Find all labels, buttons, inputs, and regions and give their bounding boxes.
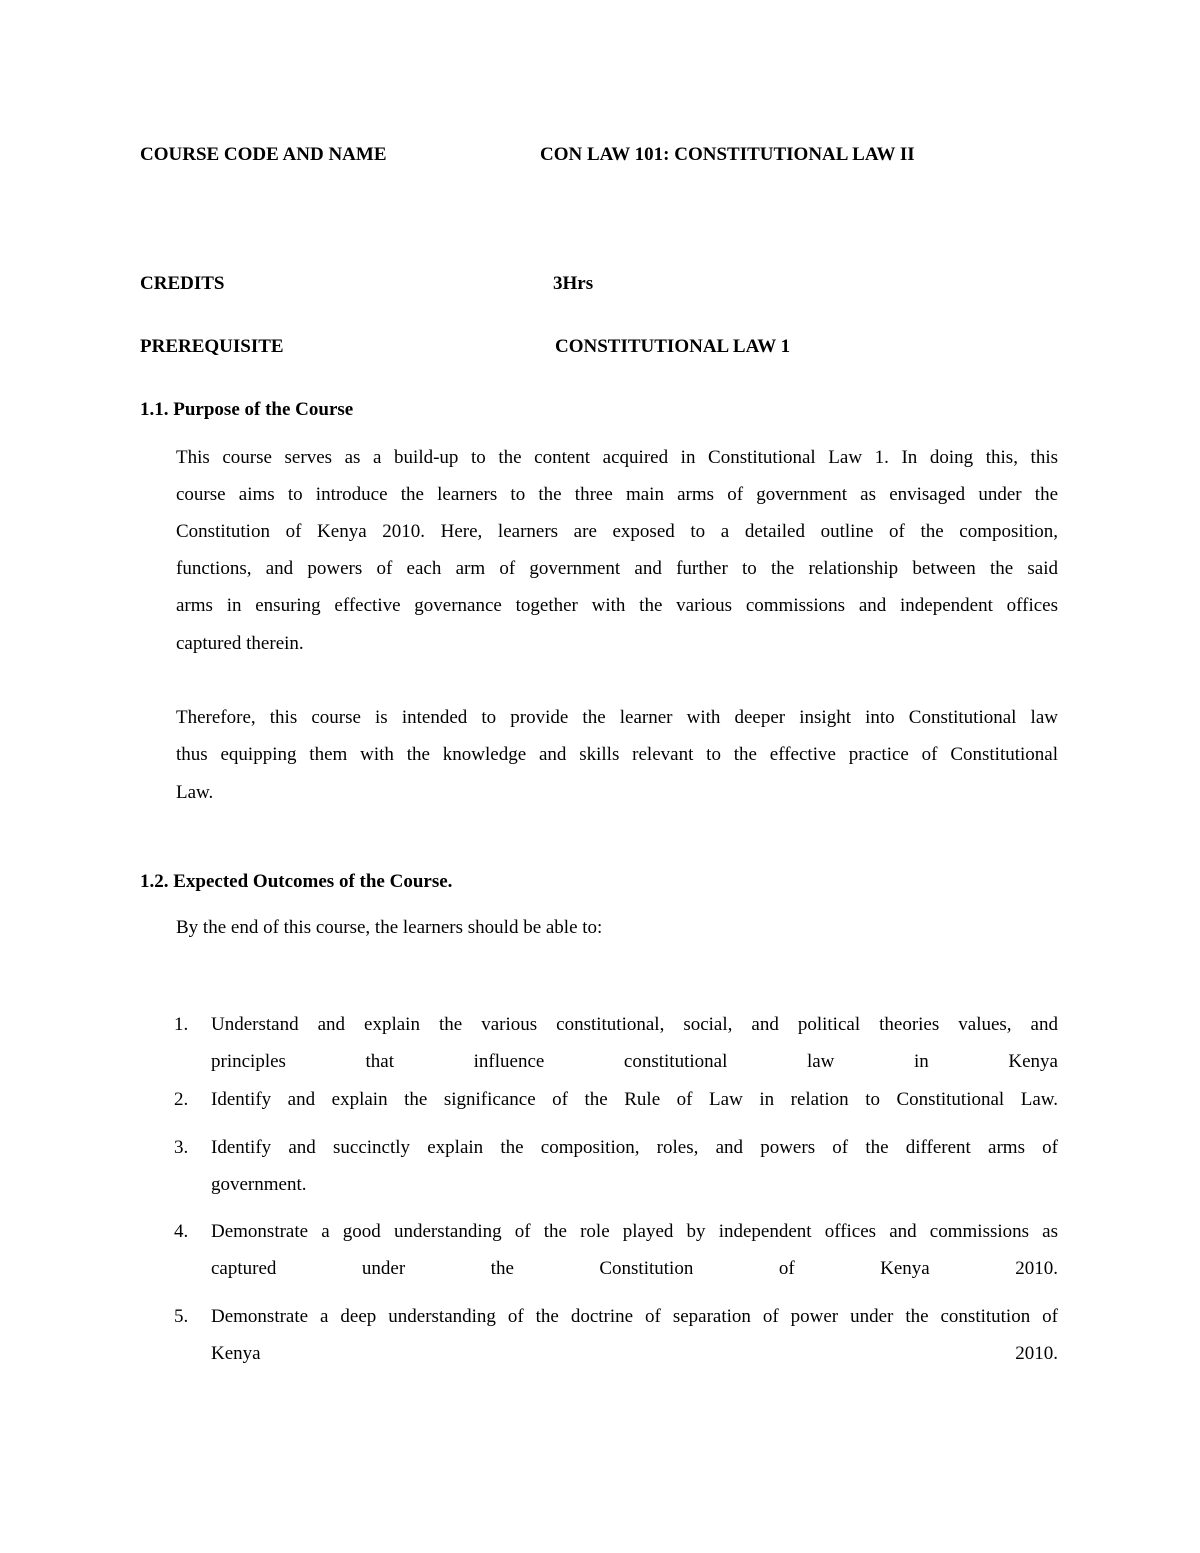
- purpose-para1-line: This course serves as a build-up to the content acquired in Constitutional Law 1. In doing this, this: [176, 447, 1058, 468]
- purpose-para1-line: functions, and powers of each arm of government and further to the relationship between the said: [176, 558, 1058, 579]
- purpose-para1-line: course aims to introduce the learners to the three main arms of government as envisaged under the: [176, 484, 1058, 505]
- purpose-para2-line: Law.: [176, 782, 214, 803]
- outcomes-heading: 1.2. Expected Outcomes of the Course.: [140, 871, 453, 892]
- outcomes-intro: By the end of this course, the learners should be able to:: [176, 917, 603, 938]
- list-item-line: Identify and explain the significance of the Rule of Law in relation to Constitutional Law.: [211, 1089, 1058, 1110]
- list-item-number: 3.: [174, 1137, 189, 1158]
- purpose-para1-line: Constitution of Kenya 2010. Here, learners are exposed to a detailed outline of the composition,: [176, 521, 1058, 542]
- list-item-line: captured under the Constitution of Kenya 2010.: [211, 1258, 1058, 1279]
- list-item-line: Kenya 2010.: [211, 1343, 1058, 1364]
- list-item-number: 2.: [174, 1089, 189, 1110]
- list-item-line: government.: [211, 1174, 307, 1195]
- list-item-line: Demonstrate a good understanding of the role played by independent offices and commissions as: [211, 1221, 1058, 1242]
- credits-value: 3Hrs: [553, 273, 594, 294]
- purpose-para2-line: thus equipping them with the knowledge and skills relevant to the effective practice of Constitutional: [176, 744, 1058, 765]
- course-code-value: CON LAW 101: CONSTITUTIONAL LAW II: [540, 144, 915, 165]
- credits-label: CREDITS: [140, 273, 225, 294]
- list-item-line: Identify and succinctly explain the composition, roles, and powers of the different arms of: [211, 1137, 1058, 1158]
- course-code-label: COURSE CODE AND NAME: [140, 144, 387, 165]
- purpose-para2-line: Therefore, this course is intended to provide the learner with deeper insight into Constitutional law: [176, 707, 1058, 728]
- list-item-number: 1.: [174, 1014, 189, 1035]
- list-item-line: Demonstrate a deep understanding of the doctrine of separation of power under the constitution of: [211, 1306, 1058, 1327]
- list-item-number: 4.: [174, 1221, 189, 1242]
- list-item-line: principles that influence constitutional law in Kenya: [211, 1051, 1058, 1072]
- prerequisite-label: PREREQUISITE: [140, 336, 284, 357]
- list-item-line: Understand and explain the various constitutional, social, and political theories values, and: [211, 1014, 1058, 1035]
- prerequisite-value: CONSTITUTIONAL LAW 1: [555, 336, 791, 357]
- list-item-number: 5.: [174, 1306, 189, 1327]
- purpose-para1-line: arms in ensuring effective governance together with the various commissions and independent offices: [176, 595, 1058, 616]
- purpose-para1-line: captured therein.: [176, 633, 304, 654]
- purpose-heading: 1.1. Purpose of the Course: [140, 399, 354, 420]
